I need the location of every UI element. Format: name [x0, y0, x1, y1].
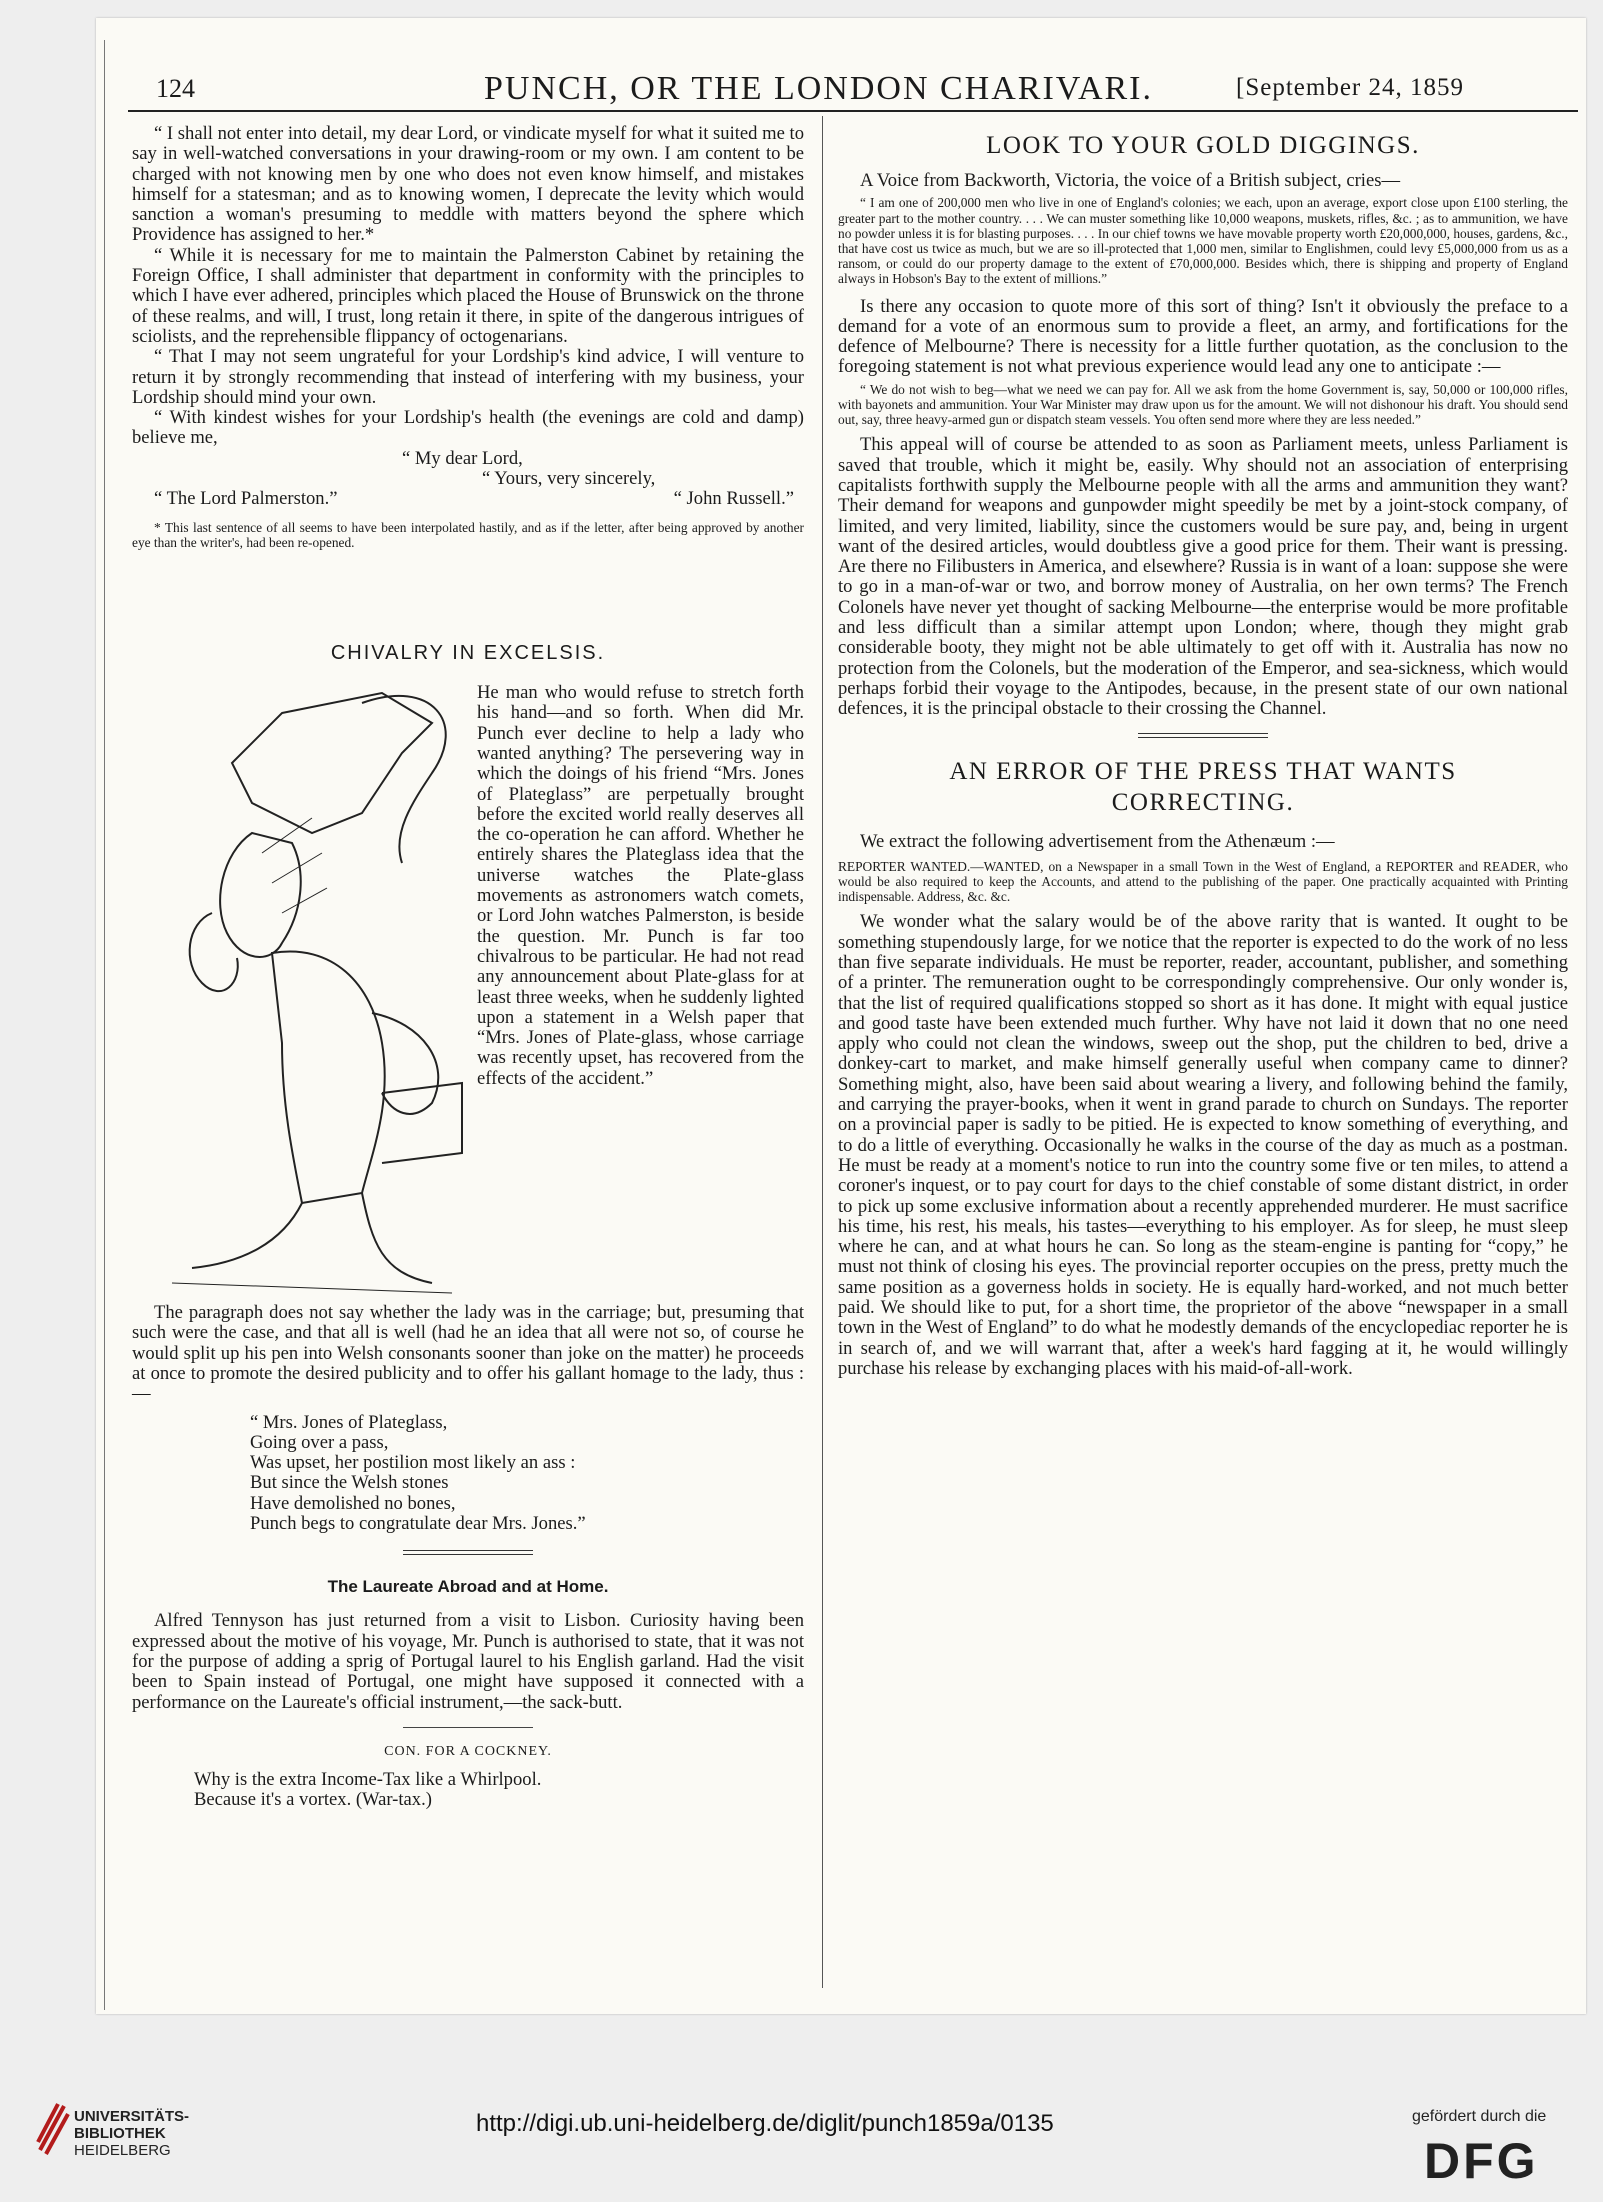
masthead-title: PUNCH, OR THE LONDON CHARIVARI.	[484, 70, 1154, 107]
verse-line: Punch begs to congratulate dear Mrs. Jones.”	[250, 1513, 586, 1535]
table-shape	[382, 1083, 462, 1163]
gold-intro: A Voice from Backworth, Victoria, the voice of a British subject, cries—	[860, 170, 1401, 191]
letter-paragraph: “ With kindest wishes for your Lordship's health (the evenings are cold and damp) believe me,	[132, 407, 804, 449]
letter-paragraph: “ I shall not enter into detail, my dear Lord, or vindicate myself for what it suited me to say in well-watched conversations in your drawing-room or my own. I am content to be charged with not knowing men by one who does not even know himself, and mistakes himself for a statesman; and as to knowing women, I deprecate the levity which would sanction a woman's presuming to meddle with matters beyond the sphere which Providence has assigned to her.*	[132, 123, 804, 246]
library-name-line: BIBLIOTHEK	[74, 2125, 166, 2142]
error-title: AN ERROR OF THE PRESS THAT WANTS	[949, 758, 1457, 786]
verse-line: Have demolished no bones,	[250, 1492, 456, 1514]
library-logo-icon	[36, 2102, 70, 2158]
source-url[interactable]: http://digi.ub.uni-heidelberg.de/diglit/punch1859a/0135	[476, 2110, 1054, 2137]
verse-line: Going over a pass,	[250, 1431, 389, 1453]
masthead	[128, 68, 1578, 110]
error-advertisement: REPORTER WANTED.—WANTED, on a Newspaper in a small Town in the West of England, a REPORTER and READER, who would be also required to keep the Accounts, and attend to the publishing of the paper. One practically acquainted with Printing indispensable. Address, &c. &c.	[838, 858, 1568, 905]
letter-paragraph: “ That I may not seem ungrateful for your Lordship's kind advice, I will venture to return it by strongly recommending that instead of interfering with my business, your Lordship should mind your own.	[132, 346, 804, 408]
con-answer: Because it's a vortex. (War-tax.)	[194, 1789, 432, 1811]
masthead-rule	[128, 110, 1578, 112]
letter-signature: “ John Russell.”	[673, 488, 794, 510]
cartoon-block	[132, 683, 804, 1303]
verse-line: Was upset, her postilion most likely an ass :	[250, 1452, 576, 1474]
gold-title: LOOK TO YOUR GOLD DIGGINGS.	[986, 132, 1420, 159]
chivalry-body-continued: The paragraph does not say whether the lady was in the carriage; but, presuming that such were the case, and that all is well (had he an idea that all were not so, of course he would split up his pen into Welsh consonants sooner than joke on the matter) he proceeds at once to promote the desired publicity and to offer his gallant homage to the lady, thus :—	[132, 1302, 804, 1405]
column-rule	[822, 116, 823, 1988]
chivalry-title: CHIVALRY IN EXCELSIS.	[330, 642, 606, 665]
nose-shape	[190, 913, 238, 991]
letter-footnote: * This last sentence of all seems to have been interpolated hastily, and as if the letter, after being approved by another eye than the writer's, had been re-opened.	[132, 519, 804, 550]
library-name-line: UNIVERSITÄTS-	[74, 2108, 190, 2125]
error-body: We wonder what the salary would be of the above rarity that is wanted. It ought to be something stupendously large, for we notice that the reporter is expected to do the work of no less than five separate individuals. He must be reporter, reader, accountant, publisher, and something of a printer. The remuneration ought to be correspondingly comprehensive. Our only wonder is, that the list of required qualifications stopped so short as it has done. It might with equal justice and good taste have been extended much further. Why have not laid it down that no one need apply who could not clean the windows, sweep out the shop, put the children to bed, drive a donkey-cart to market, and make himself generally useful when company came to dinner? Something might, also, have been said about wearing a livery, and following behind the family, and carrying the prayer-books, when it went in grand parade to church on Sundays. The reporter on a provincial paper is sadly to be pitied. He is expected to know something of everything, and to do a little of everything. Occasionally he walks in the course of the day as much as a postman. He must be ready at a moment's notice to run into the country some five or ten miles, to attend a coroner's inquest, or to pay court for days to the chief constable of some distant district, in order to pick up some exclusive information about a recently apprehended murderer. He must sacrifice his time, his rest, his meals, his tastes—everything to his employer. As for sleep, he must sleep where he can, and at what hours he can. So long as the steam-engine is panting for “copy,” he must not think of closing his eyes. The provincial reporter occupies on the press, pretty much the same position as a governess holds in society. He is equally hard-worked, and not much better paid. We should like to put, for a short time, the proprietor of the above “newspaper in a small town in the West of England” to do what he modestly demands of the encyclopediac reporter he is in search of, and we will warrant that, after a week's hard fagging at it, he would willingly purchase his release by exchanging places with his maid-of-all-work.	[838, 911, 1568, 1379]
letter-addressee: “ The Lord Palmerston.”	[154, 488, 338, 510]
verse-line: “ Mrs. Jones of Plateglass,	[250, 1411, 448, 1433]
con-title: CON. FOR A COCKNEY.	[384, 1743, 552, 1759]
gold-paragraph: Is there any occasion to quote more of this sort of thing? Isn't it obviously the preface to a demand for a vote of an enormous sum to provide a fleet, an army, and fortifications for the defence of Melbourne? There is necessity for a little further quotation, as the conclusion to the foregoing statement is not what previous experience would lead any one to anticipate :—	[838, 295, 1568, 378]
error-intro: We extract the following advertisement from the Athenæum :—	[860, 831, 1335, 853]
plume-shape	[362, 696, 446, 863]
left-column	[132, 124, 804, 1811]
laureate-body: Alfred Tennyson has just returned from a visit to Lisbon. Curiosity having been expressed about the motive of his voyage, Mr. Punch is authorised to state, that it was not for the purpose of adding a sprig of Portugal laurel to his English garland. Had the visit been to Spain instead of Portugal, one might have supposed it connected with a performance on the Laureate's official instrument,—the sack-butt.	[132, 1610, 804, 1713]
letter-closing: “ My dear Lord,	[402, 447, 523, 469]
verse-line: But since the Welsh stones	[250, 1472, 449, 1494]
hat-shape	[232, 693, 432, 833]
library-name	[74, 2108, 189, 2159]
chivalry-verse	[132, 1413, 804, 1535]
hatching	[262, 818, 327, 913]
gold-quote: “ I am one of 200,000 men who live in one of England's colonies; we each, upon an average, export close upon £100 sterling, the greater part to the mother country. . . . We can muster something like 10,000 weapons, muskets, rifles, &c. ; as to ammunition, we have no powder unless it is for blasting purposes. . . . In our chief towns we have movable property worth £20,000,000, houses, gardens, &c., that have cost us twice as much, but we are so ill-protected that 1,000 men, similar to Englishmen, could levy £5,000,000 from us as a ransom, or could do our property damage to the extent of £70,000,000. Besides which, there is shipping and property of England always in Hobson's Bay to the extent of millions.”	[838, 195, 1568, 287]
letter-closing: “ Yours, very sincerely,	[482, 468, 656, 490]
masthead-date: [September 24, 1859	[1236, 74, 1464, 101]
library-name-line: HEIDELBERG	[74, 2142, 171, 2159]
legs-shape	[192, 1193, 432, 1283]
ground-line	[172, 1283, 452, 1293]
punch-cartoon-illustration	[132, 683, 468, 1303]
gold-quote: “ We do not wish to beg—what we need we can pay for. All we ask from the home Government is, say, 50,000 or 100,000 rifles, with bayonets and ammunition. Your War Minister may draw upon us for the amount. We will not dishonour his draft. You should send out, say, three heavy-armed gun or dispatch steam vessels. You often send more where they are less needed.”	[838, 381, 1568, 428]
funding-label: gefördert durch die	[1412, 2108, 1547, 2125]
chivalry-text-beside-cartoon	[477, 683, 804, 1089]
laureate-title: The Laureate Abroad and at Home.	[327, 1577, 609, 1597]
chivalry-body: He man who would refuse to stretch forth his hand—and so forth. When did Mr. Punch ever decline to help a lady who wanted anything? The persevering way in which the doings of his friend “Mrs. Jones of Plateglass” are perpetually brought before the excited world really deserves all the co-operation he can afford. Whether he entirely shares the Plateglass idea that the universe watches the Plate-glass movements as astronomers watch comets, or Lord John watches Palmerston, is beside the question. Mr. Punch is far too chivalrous to be particular. He had not read any announcement about Plate-glass for at least three weeks, when he suddenly lighted upon a statement in a Welsh paper that “Mrs. Jones of Plate-glass, whose carriage was recently upset, has recovered from the effects of the accident.”	[477, 682, 804, 1089]
letter-paragraph: “ While it is necessary for me to maintain the Palmerston Cabinet by retaining the Foreign Office, I shall administer that department in conformity with the principles to which I have ever adhered, principles which placed the House of Brunswick on the throne of these realms, and will, I trust, long retain it there, in spite of the dangerous intrigues of sciolists, and the reprehensible flippancy of octogenarians.	[132, 244, 804, 347]
face-shape	[220, 833, 301, 957]
letter-signature-line	[132, 489, 804, 509]
dfg-logo: DFG	[1424, 2133, 1539, 2189]
gold-paragraph: This appeal will of course be attended to as soon as Parliament meets, unless Parliament is saved that trouble, which it might be, easily. Why should not an association of enterprising capitalists forthwith supply the Melbourne people with all the arms and ammunition they want? Their demand for weapons and gunpowder might speedily be met by a joint-stock company, of limited, and very limited, liability, since the customers would be sure pay, and, being in urgent want of the desired articles, would doubtless give a good price for them. Their want is pressing. Are there no Filibusters in America, and elsewhere? Russia is in want of a loan: suppose she were to go in a man-of-war or two, and borrow money of Australia, on her own terms? The French Colonels have never yet thought of sacking Melbourne—the enterprise would be more profitable and less difficult than a similar attempt upon London; where, though they might grab considerable booty, they might not be able ultimately to get off with it. Australia has now no protection from the Colonels, but the moderation of the Emperor, and sea-sickness, which would perhaps forbid their voyage to the Antipodes, because, in the present state of our own national defences, it is the principal obstacle to their crossing the Channel.	[838, 434, 1568, 720]
right-column	[838, 124, 1568, 1379]
error-title-line-2: CORRECTING.	[1111, 789, 1295, 817]
con-question: Why is the extra Income-Tax like a Whirlpool.	[194, 1769, 542, 1791]
arm-shape	[372, 1013, 438, 1114]
body-shape	[272, 952, 385, 1204]
page-number: 124	[156, 74, 195, 103]
footer-bar	[0, 2044, 1603, 2202]
